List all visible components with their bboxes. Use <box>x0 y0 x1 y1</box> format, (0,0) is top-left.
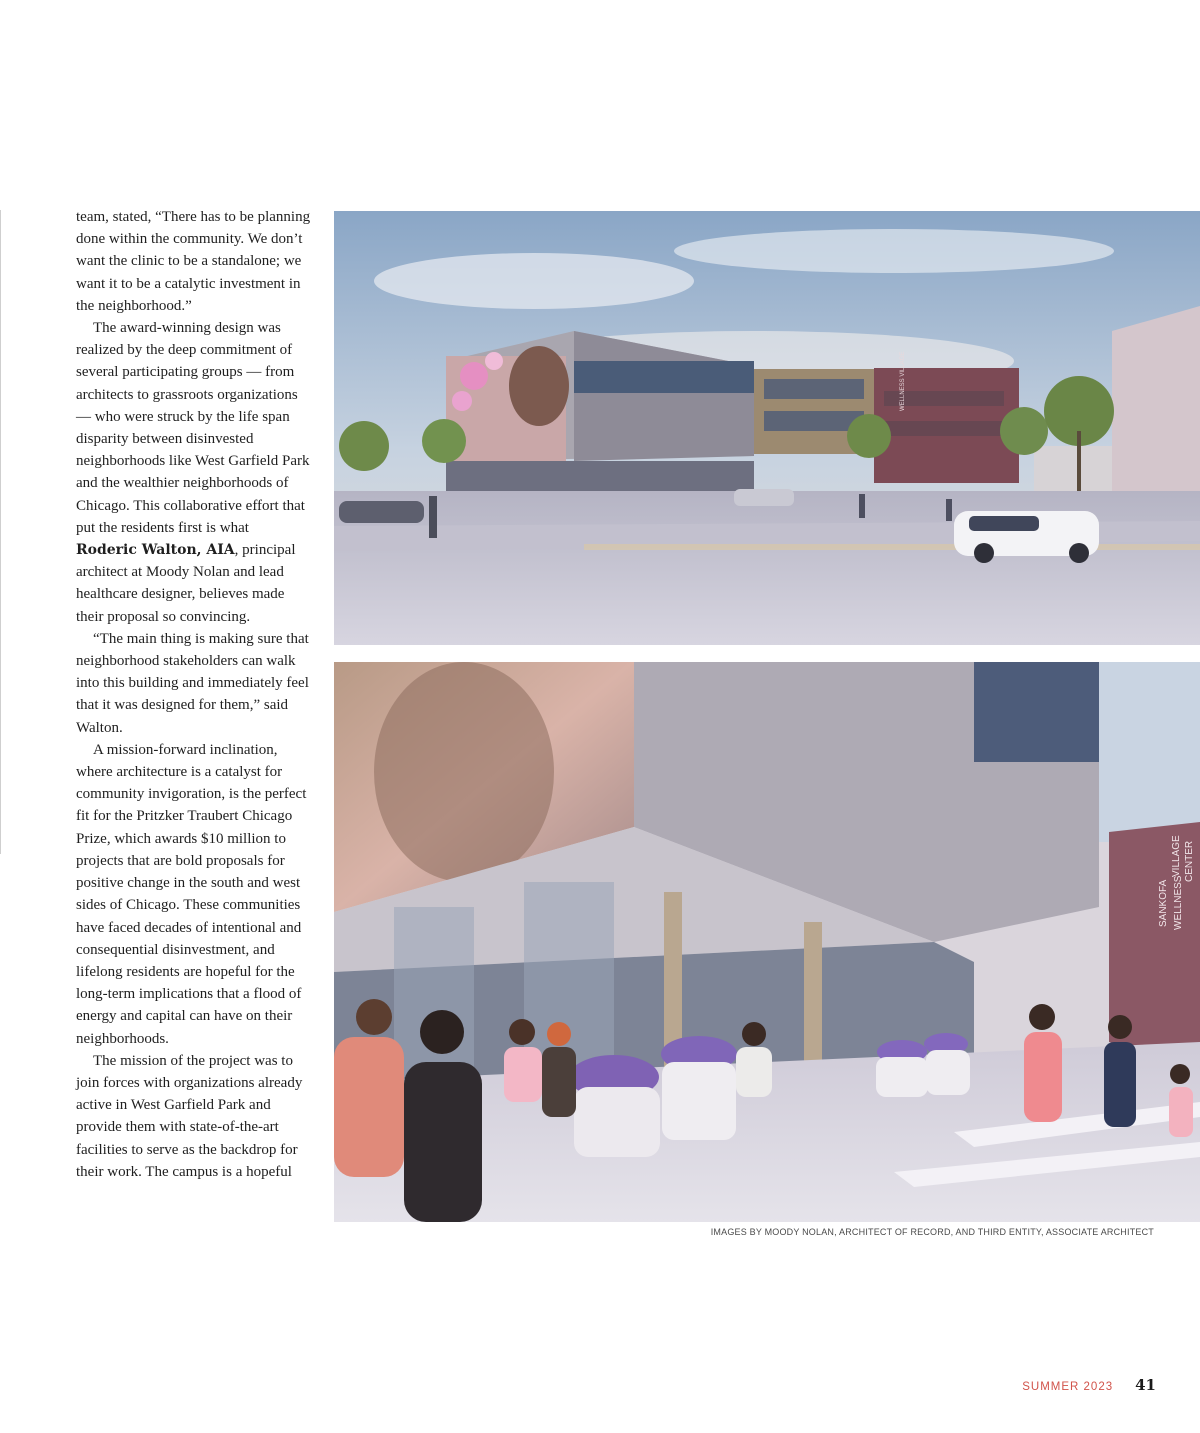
margin-rule <box>0 210 1 854</box>
building-signage: WELLNESS VILLAGE <box>900 351 906 411</box>
sign-center: CENTER <box>1184 840 1195 882</box>
paragraph-2 <box>76 317 312 628</box>
article-body <box>76 206 312 1183</box>
paragraph-2-tail: , principal architect at Moody Nolan and lead healthcare designer, believes made their proposal so convincing. <box>76 542 296 625</box>
paragraph-3: “The main thing is making sure that neighborhood stakeholders can walk into this building and immediately feel that it was designed for them,” said Walton. <box>76 630 309 736</box>
image-credit: IMAGES BY MOODY NOLAN, ARCHITECT OF RECORD, AND THIRD ENTITY, ASSOCIATE ARCHITECT <box>710 1227 1154 1237</box>
sign-wellness: WELLNESS <box>1173 875 1184 930</box>
street-view-image <box>334 211 1200 645</box>
paragraph-4: A mission-forward inclination, where architecture is a catalyst for community invigoration, is the perfect fit for the Pritzker Traubert Chicago Prize, which awards $10 million to projects that are bold proposals for positive change in the south and west sides of Chicago. These communities have faced decades of intentional and consequential disinvestment, and lifelong residents are hopeful for the long-term implications that a flood of energy and capital can have on their neighborhoods. <box>76 741 307 1047</box>
plaza-rendering <box>334 662 1200 1222</box>
issue-label: SUMMER 2023 <box>1022 1381 1114 1393</box>
sign-sankofa: SANKOFA <box>1158 879 1169 927</box>
architect-name: Roderic Walton, AIA <box>76 542 235 559</box>
paragraph-5: The mission of the project was to join forces with organizations already active in West Garfield Park and provide them with state-of-the-art facilities to serve as the backdrop for their work. The campus is a hopeful <box>76 1052 303 1180</box>
page-number: 41 <box>1135 1376 1156 1394</box>
street-view-rendering <box>334 211 1200 645</box>
page-footer <box>1022 1376 1156 1394</box>
paragraph-1: team, stated, “There has to be planning done within the community. We don’t want the clinic to be a standalone; we want it to be a catalytic investment in the neighborhood.” <box>76 209 311 314</box>
sign-village: VILLAGE <box>1171 835 1182 877</box>
paragraph-2-lead: The award-winning design was realized by the deep commitment of several participating groups — from architects to grassroots organizations — who were struck by the life span disparity between disinvested neighborhoods like West Garfield Park and the wealthier neighborhoods of Chicago. This collaborative effort that put the residents first is what <box>76 320 310 536</box>
plaza-image <box>334 662 1200 1222</box>
